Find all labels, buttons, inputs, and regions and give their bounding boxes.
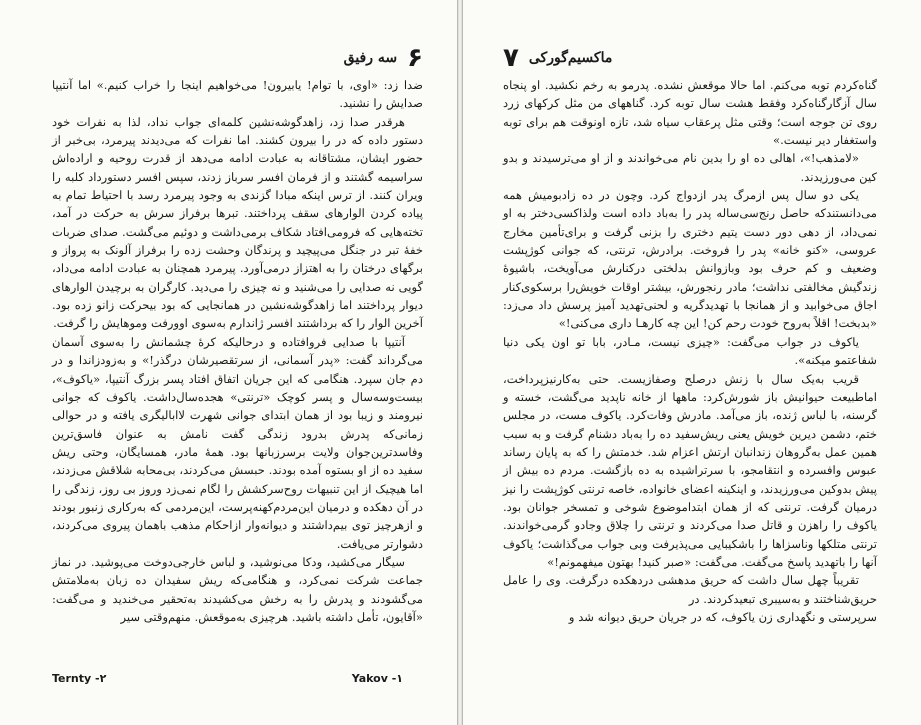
footnote-2: Ternty -۲: [52, 672, 107, 685]
right-page-body: [503, 76, 877, 626]
paragraph: «لامذهب!»، اهالی ده او را بدین نام می‌خواندند و از او می‌ترسیدند و بدو کین می‌ورزیدند.: [503, 151, 877, 184]
left-page-body: [52, 76, 423, 626]
paragraph: ضدا زد: «اوی، با توام! یابیرون! می‌خواهیم اینجا را خراب کنیم.» اما آنتیپا صدایش را نشنید.: [52, 78, 423, 111]
right-page-header: [503, 44, 877, 72]
left-page: [0, 0, 458, 725]
page-number: ۷: [503, 43, 519, 73]
paragraph: یاکوف در جواب می‌گفت: «چیزی نیست، مـادر، بابا تو اون یکی دنیا شفاعتمو میکنه».: [503, 334, 877, 368]
paragraph: سیگار می‌کشید، ودکا می‌نوشید، و لباس خارجی‌دوخت می‌پوشید. در نماز جماعت شرکت نمی‌کرد، و هنگامی‌که ریش سفیدان ده زبان به‌ملامتش می‌گشودند و پدرش را به رخش می‌کشیدند به‌تحقیر می‌خندید و می‌گفت: «آقایون، تأمل داشته باشید. هرچیزی به‌موقعش. منهم‌وقتی سیر: [52, 554, 423, 624]
running-title: سه رفیق: [343, 50, 398, 66]
page-number: ۶: [407, 43, 423, 73]
paragraph: قریب به‌یک سال با زنش درصلح وصفازیست. حتی به‌کارنیزپرداخت، اماطبیعت حیوانیش باز شورش‌کرد: ماهها از خانه ناپدید می‌گشت، خسته و گرسنه، با لباس ژنده، باز می‌آمد. مادرش وفات‌کرد. یاکوف مست، در مجلس ختم، دشمن دیرین خویش یعنی ریش‌سفید ده را به‌باد دشنام گرفت و به سبب همین عمل به‌گروهان زندانبان ارتش اعزام شد. خدمتش را که به پایان رساند عبوس وافسرده و انتقامجو، با سرتراشیده به ده بازگشت. مردم ده بیش از پیش بدوکین می‌ورزیدند، و اینکینه اعضای خانواده، خاصه ترنتی کوژپشت را نیز درمیان گرفت. ترنتی که از همان ابتداموضوع شوخی و تمسخر جوانان بود. یاکوف را راهزن و قاتل صدا می‌کردند و ترنتی را چلاق وجادو گرمی‌خواندند. ترنتی متلکها وناسزاها را باشکیبایی می‌پذیرفت وبی جواب می‌گذاشت؛ یاکوف آنها را باتهدید پاسخ می‌گفت. می‌گفت: «صبر کنید! بهتون میفهمونم!»: [503, 371, 877, 569]
left-page-header: [52, 44, 423, 72]
right-page: [462, 0, 921, 725]
footnote-1: Yakov -۱: [351, 672, 403, 685]
running-title: ماکسیم‌گورکی: [528, 50, 613, 66]
footnotes: [52, 672, 423, 685]
paragraph: تقریباً چهل سال داشت که حریق مدهشی دردهکده درگرفت. وی را عامل حریق‌شناختند و به‌سیبری تبعیدکردند. در: [503, 573, 877, 606]
paragraph: هرقدر صدا زد، زاهدگوشه‌نشین کلمه‌ای جواب نداد، لذا به نفرات خود دستور داده که در را بیرون کشند. اما نفرات که می‌دیدند پیرمرد، بی‌خبر از حضور ایشان، مشتاقانه به عبادت ادامه می‌دهد از قدرت روحیه و اراده‌اش سراسیمه گشتند و از فرمان افسر سرباز زدند، سپس افسر دستورداد کلبه را ویران کنند. از ترس اینکه مبادا گزندی به وجود پیرمرد رسد با احتیاط تمام به پیاده کردن الوارهای سقف پرداختند. تبرها برفراز سرش به حرکت در آمد، تخته‌هایی که فرومی‌افتاد شکاف برمی‌داشت و دوئیم می‌گشت. صدای ضربات خفهٔ تبر در جنگل می‌پیچید و پرندگان وحشت زده را برفراز آلونک به پرواز و برگهای درختان را به اهتزاز درمی‌آورد. پیرمرد همچنان به عبادت ادامه می‌داد، گویی نه صدایی را می‌شنید و نه چیزی را می‌دید. کارگران به برچیدن الوارهای دیوار پرداختند اما زاهدگوشه‌نشین در همانجایی که بود بیحرکت زانو زده بود. آخرین الوار را که برداشتند افسر ژاندارم به‌سوی اوورفت وموهایش را گرفت.: [52, 114, 423, 331]
paragraph: آنتیپا با صدایی فروافتاده و درحالیکه کرهٔ چشمانش را به‌سوی آسمان می‌گرداند گفت: «پدر آسمانی، از سرتقصیرشان درگذر!» و به‌زودزاندا و در دم جان سپرد. هنگامی که این جریان اتفاق افتاد پسر بزرگ آنتیپا، «یاکوف»، بیست‌وسه‌سال و پسر کوچک «ترنتی» هجده‌سال‌داشت. یاکوف که جوانی نیرومند و زیبا بود از همان ابتدای جوانی شهرت لاابالیگری یافته و در حوالی زمانی‌که پدرش بدرود زندگی گفت نامش به عنوان فاسق‌ترین وفاسدترین‌جوان ولایت برسرزبانها بود. همهٔ مادر، همسایگان، وحتی ریش سفید ده از او بستوه آمده بودند. حبسش می‌کردند، بی‌محابه شلاقش می‌زدند، اما هیچیک از این تنبیهات روح‌سرکشش را لگام نمی‌زد وروز بی روز، زندگی را در آن دهکده و درمیان این‌مردم‌کهنه‌پرست، این‌مردمی که به‌رکاری زنبور بودند و ازهرچیز توی بیم‌داشتند و دیوانه‌وار از‌احکام مذهب باهمان پیروی می‌کردند، دشوارتر می‌یافت.: [52, 334, 423, 551]
paragraph: سرپرستی و نگهداری زن یاکوف، که در جریان حریق دیوانه شد و: [568, 609, 877, 624]
paragraph: یکی دو سال پس ازمرگ پدر ازدواج کرد. وچون در ده زادبومیش همه می‌دانستندکه حاصل رنج‌سی‌ساله پدر را به‌باد داده است ولذاکسی‌دختر به او نمی‌داد، از دهی دور دست یتیم دختری را بزنی گرفت و برای‌تأمین مخارج عروسی، «کنو خانه» پدر را فروخت. برادرش، ترنتی، که جوانی کوژپشت وضعیف و کم حرف بود وبازوانش بدلختی درکنارش می‌آویخت، باشیوهٔ زندگیش مخالفتی نداشت؛ مادر رنجورش، بیشتر اوقات خویش‌را برسکوی‌کنار اجاق می‌خوابید و از همانجا با تهدید‌گریه و لحنی‌تهدید آمیز پرسش داد می‌زد: «بدبخت! اقلاً به‌روح خودت رحم کن! این چه کارهـا داری می‌کنی!»: [503, 188, 877, 331]
paragraph: گناه‌کردم توبه می‌کنم. اما حالا موقعش نشده. پدرمو به رخم نکشید. او پنجاه سال آزگارگناه‌کرد وفقط هشت سال توبه کرد. گناههای من مثل کرکهای زرد روی تن جوجه است؛ وقتی مثل پرعقاب سیاه شد، تازه اونوقت هم برای توبه واستغفار دیر نیست.»: [503, 78, 877, 148]
